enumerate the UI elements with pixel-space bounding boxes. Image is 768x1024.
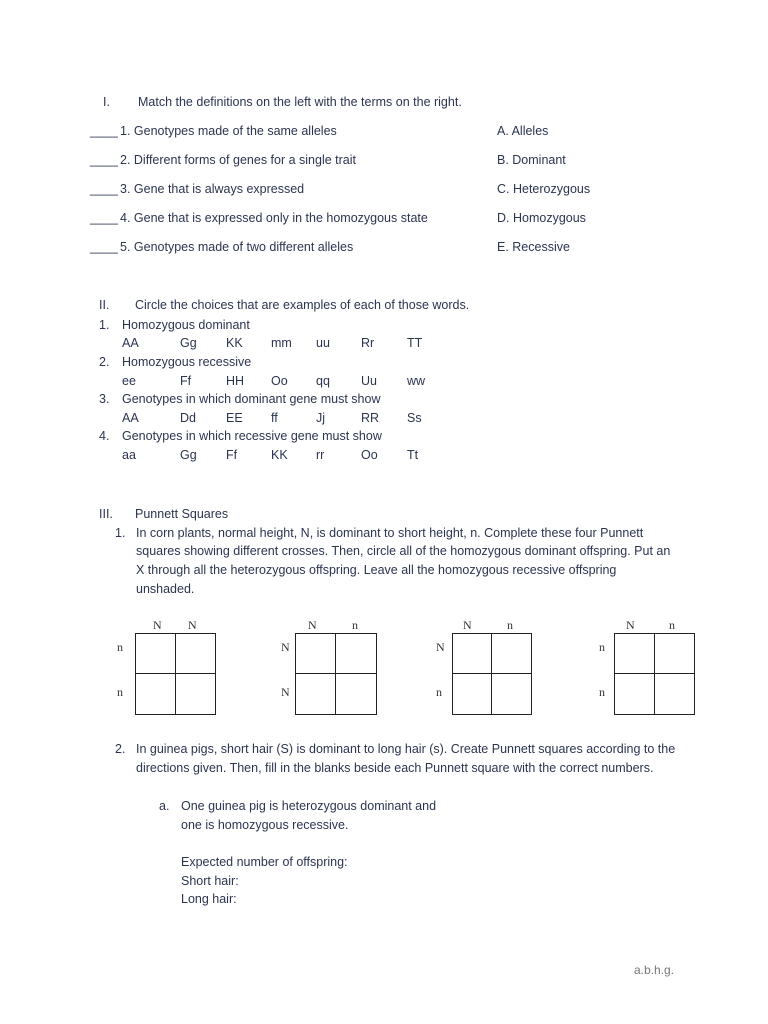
choice[interactable]: RR — [361, 411, 380, 425]
part-text-line: one is homozygous recessive. — [181, 818, 349, 832]
question-number: 1. — [99, 318, 110, 332]
parent-allele-top: N — [463, 618, 472, 632]
parent-allele-side: n — [436, 685, 442, 699]
punnett-cell[interactable] — [176, 674, 216, 714]
question-number: 3. — [99, 392, 110, 406]
choice[interactable]: mm — [271, 336, 292, 350]
choice[interactable]: KK — [226, 336, 243, 350]
term-text: B. Dominant — [497, 153, 566, 167]
choice[interactable]: ww — [407, 374, 426, 388]
parent-allele-side: N — [436, 640, 445, 654]
punnett-cell[interactable] — [655, 634, 695, 674]
answer-blank[interactable]: ____ — [90, 211, 118, 225]
punnett-cell[interactable] — [336, 674, 376, 714]
choice[interactable]: ee — [122, 374, 136, 388]
expected-offspring-label: Expected number of offspring: — [181, 855, 348, 869]
question-label: Genotypes in which dominant gene must show — [122, 392, 381, 406]
question-text-line: In guinea pigs, short hair (S) is dominant to long hair (s). Create Punnett squares according to the — [136, 742, 676, 756]
punnett-cell[interactable] — [176, 634, 216, 674]
question-label: Homozygous recessive — [122, 355, 252, 369]
choice[interactable]: TT — [407, 336, 423, 350]
choice[interactable]: Uu — [361, 374, 377, 388]
answer-blank[interactable]: ____ — [90, 182, 118, 196]
question-label: Homozygous dominant — [122, 318, 250, 332]
choice[interactable]: qq — [316, 374, 330, 388]
choice[interactable]: aa — [122, 448, 136, 462]
parent-allele-top: N — [188, 618, 197, 632]
definition-text: 4. Gene that is expressed only in the homozygous state — [120, 211, 428, 225]
definition-text: 2. Different forms of genes for a single trait — [120, 153, 356, 167]
question-number: 2. — [115, 742, 126, 756]
part-text-line: One guinea pig is heterozygous dominant and — [181, 799, 437, 813]
question-number: 1. — [115, 526, 126, 540]
choice[interactable]: Jj — [316, 411, 326, 425]
question-text-line: X through all the heterozygous offspring. Leave all the homozygous recessive offspring — [136, 563, 617, 577]
long-hair-label: Long hair: — [181, 892, 237, 906]
answer-blank[interactable]: ____ — [90, 153, 118, 167]
choice[interactable]: AA — [122, 411, 139, 425]
punnett-grid[interactable] — [452, 633, 532, 715]
choice[interactable]: Ff — [226, 448, 238, 462]
question-number: 2. — [99, 355, 110, 369]
choice[interactable]: Oo — [361, 448, 378, 462]
question-number: 4. — [99, 429, 110, 443]
term-text: A. Alleles — [497, 124, 549, 138]
definition-text: 5. Genotypes made of two different alleles — [120, 240, 354, 254]
choice[interactable]: Dd — [180, 411, 196, 425]
choice[interactable]: uu — [316, 336, 330, 350]
question-text-line: In corn plants, normal height, N, is dominant to short height, n. Complete these four Punnett — [136, 526, 644, 540]
short-hair-label: Short hair: — [181, 874, 239, 888]
parent-allele-side: N — [281, 640, 290, 654]
choice[interactable]: ff — [271, 411, 278, 425]
term-text: C. Heterozygous — [497, 182, 591, 196]
answer-blank[interactable]: ____ — [90, 240, 118, 254]
section-3-numeral: III. — [99, 507, 113, 521]
section-1-numeral: I. — [103, 95, 110, 109]
choice[interactable]: Rr — [361, 336, 375, 350]
choice[interactable]: Tt — [407, 448, 419, 462]
parent-allele-side: N — [281, 685, 290, 699]
parent-allele-top: N — [153, 618, 162, 632]
punnett-cell[interactable] — [296, 634, 336, 674]
term-text: E. Recessive — [497, 240, 570, 254]
parent-allele-side: n — [599, 685, 605, 699]
definition-text: 3. Gene that is always expressed — [120, 182, 305, 196]
choice[interactable]: Ff — [180, 374, 192, 388]
answer-blank[interactable]: ____ — [90, 124, 118, 138]
parent-allele-top: n — [352, 618, 358, 632]
parent-allele-side: n — [117, 685, 123, 699]
section-1-instruction: Match the definitions on the left with the terms on the right. — [138, 95, 462, 109]
section-2-instruction: Circle the choices that are examples of each of those words. — [135, 298, 470, 312]
choice[interactable]: HH — [226, 374, 245, 388]
punnett-grid[interactable] — [135, 633, 216, 715]
section-2-numeral: II. — [99, 298, 110, 312]
definition-text: 1. Genotypes made of the same alleles — [120, 124, 337, 138]
parent-allele-side: n — [599, 640, 605, 654]
punnett-cell[interactable] — [655, 674, 695, 714]
section-3-title: Punnett Squares — [135, 507, 229, 521]
choice[interactable]: KK — [271, 448, 288, 462]
part-letter: a. — [159, 799, 170, 813]
punnett-grid[interactable] — [295, 633, 377, 715]
choice[interactable]: AA — [122, 336, 139, 350]
choice[interactable]: Gg — [180, 336, 197, 350]
parent-allele-side: n — [117, 640, 123, 654]
parent-allele-top: N — [626, 618, 635, 632]
choice[interactable]: Gg — [180, 448, 197, 462]
footer-initials: a.b.h.g. — [634, 963, 675, 977]
parent-allele-top: n — [507, 618, 513, 632]
choice[interactable]: EE — [226, 411, 243, 425]
question-label: Genotypes in which recessive gene must show — [122, 429, 382, 443]
parent-allele-top: N — [308, 618, 317, 632]
term-text: D. Homozygous — [497, 211, 586, 225]
choice[interactable]: rr — [316, 448, 325, 462]
punnett-cell[interactable] — [492, 674, 531, 714]
choice[interactable]: Ss — [407, 411, 422, 425]
punnett-cell[interactable] — [492, 634, 531, 674]
punnett-cell[interactable] — [615, 634, 655, 674]
punnett-cell[interactable] — [453, 674, 492, 714]
punnett-cell[interactable] — [453, 634, 492, 674]
punnett-grid[interactable] — [614, 633, 695, 715]
punnett-cell[interactable] — [296, 674, 336, 714]
punnett-cell[interactable] — [136, 674, 176, 714]
punnett-cell[interactable] — [336, 634, 376, 674]
question-text-line: unshaded. — [136, 582, 195, 596]
question-text-line: directions given. Then, fill in the blanks beside each Punnett square with the correct numbers. — [136, 761, 654, 775]
punnett-cell[interactable] — [136, 634, 176, 674]
question-text-line: squares showing different crosses. Then, circle all of the homozygous dominant offspring. Put an — [136, 544, 671, 558]
punnett-cell[interactable] — [615, 674, 655, 714]
parent-allele-top: n — [669, 618, 675, 632]
choice[interactable]: Oo — [271, 374, 288, 388]
